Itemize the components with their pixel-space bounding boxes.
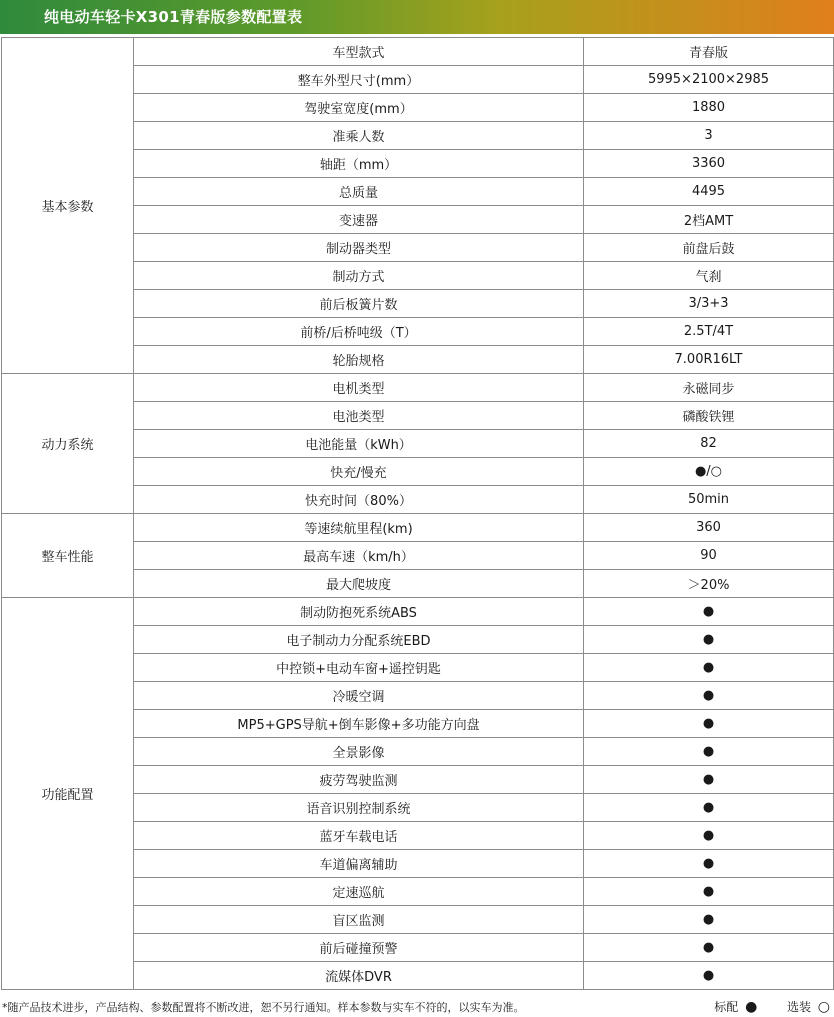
param-value: ● <box>584 962 834 990</box>
param-label: 轮胎规格 <box>134 346 584 374</box>
param-label: 快充时间（80%） <box>134 486 584 514</box>
param-value: 4495 <box>584 178 834 206</box>
table-row <box>2 374 834 402</box>
param-value: ● <box>584 906 834 934</box>
spec-table-body <box>2 38 834 990</box>
param-value: ● <box>584 710 834 738</box>
param-label: 车型款式 <box>134 38 584 66</box>
spec-table <box>1 37 834 990</box>
param-value: 5995×2100×2985 <box>584 66 834 94</box>
param-label: 电机类型 <box>134 374 584 402</box>
param-value: ＞20% <box>584 570 834 598</box>
table-row <box>2 38 834 66</box>
param-value: 50min <box>584 486 834 514</box>
param-label: 最大爬坡度 <box>134 570 584 598</box>
param-label: 准乘人数 <box>134 122 584 150</box>
table-row <box>2 514 834 542</box>
param-value: ● <box>584 822 834 850</box>
param-value: 2档AMT <box>584 206 834 234</box>
param-value: ● <box>584 598 834 626</box>
param-label: 流媒体DVR <box>134 962 584 990</box>
param-label: 盲区监测 <box>134 906 584 934</box>
param-value: 82 <box>584 430 834 458</box>
group-name: 动力系统 <box>2 374 134 514</box>
standard-label: 标配 <box>714 1000 739 1014</box>
param-value: 7.00R16LT <box>584 346 834 374</box>
param-label: 制动器类型 <box>134 234 584 262</box>
param-label: 前后板簧片数 <box>134 290 584 318</box>
param-value: ● <box>584 794 834 822</box>
param-label: 定速巡航 <box>134 878 584 906</box>
param-label: 整车外型尺寸(mm） <box>134 66 584 94</box>
param-value: 360 <box>584 514 834 542</box>
param-value: 磷酸铁锂 <box>584 402 834 430</box>
param-value: 永磁同步 <box>584 374 834 402</box>
param-label: 轴距（mm） <box>134 150 584 178</box>
param-value: 2.5T/4T <box>584 318 834 346</box>
param-label: 前后碰撞预警 <box>134 934 584 962</box>
param-value: ● <box>584 738 834 766</box>
param-label: 等速续航里程(km) <box>134 514 584 542</box>
param-label: MP5+GPS导航+倒车影像+多功能方向盘 <box>134 710 584 738</box>
param-label: 车道偏离辅助 <box>134 850 584 878</box>
group-name: 基本参数 <box>2 38 134 374</box>
param-value: ● <box>584 934 834 962</box>
param-value: ● <box>584 654 834 682</box>
param-value: ● <box>584 766 834 794</box>
param-label: 电池能量（kWh） <box>134 430 584 458</box>
param-value: 青春版 <box>584 38 834 66</box>
param-label: 电池类型 <box>134 402 584 430</box>
param-label: 语音识别控制系统 <box>134 794 584 822</box>
param-value: 3 <box>584 122 834 150</box>
param-value: ● <box>584 626 834 654</box>
optional-label: 选装 <box>786 1000 811 1014</box>
page-title: 纯电动车轻卡X301青春版参数配置表 <box>44 8 303 26</box>
param-label: 驾驶室宽度(mm） <box>134 94 584 122</box>
group-name: 功能配置 <box>2 598 134 990</box>
table-row <box>2 598 834 626</box>
hollow-circle-icon: ○ <box>817 998 830 1015</box>
param-value: 1880 <box>584 94 834 122</box>
param-label: 最高车速（km/h） <box>134 542 584 570</box>
param-value: ● <box>584 850 834 878</box>
param-value: 90 <box>584 542 834 570</box>
param-label: 疲劳驾驶监测 <box>134 766 584 794</box>
param-label: 冷暖空调 <box>134 682 584 710</box>
filled-circle-icon: ● <box>745 998 758 1015</box>
param-label: 总质量 <box>134 178 584 206</box>
param-label: 蓝牙车载电话 <box>134 822 584 850</box>
param-label: 中控锁+电动车窗+遥控钥匙 <box>134 654 584 682</box>
param-value: 3/3+3 <box>584 290 834 318</box>
param-value: 气刹 <box>584 262 834 290</box>
param-value: 前盘后鼓 <box>584 234 834 262</box>
param-value: ●/○ <box>584 458 834 486</box>
param-value: ● <box>584 682 834 710</box>
param-label: 变速器 <box>134 206 584 234</box>
param-label: 制动方式 <box>134 262 584 290</box>
group-name: 整车性能 <box>2 514 134 598</box>
param-label: 快充/慢充 <box>134 458 584 486</box>
footer <box>0 996 834 1017</box>
param-value: ● <box>584 878 834 906</box>
param-label: 全景影像 <box>134 738 584 766</box>
title-banner <box>0 0 834 34</box>
param-value: 3360 <box>584 150 834 178</box>
param-label: 制动防抱死系统ABS <box>134 598 584 626</box>
legend <box>714 998 830 1015</box>
param-label: 前桥/后桥吨级（T） <box>134 318 584 346</box>
disclaimer-note: *随产品技术进步，产品结构、参数配置将不断改进，恕不另行通知。样本参数与实车不符的，以实车为准。 <box>2 1001 525 1014</box>
param-label: 电子制动力分配系统EBD <box>134 626 584 654</box>
